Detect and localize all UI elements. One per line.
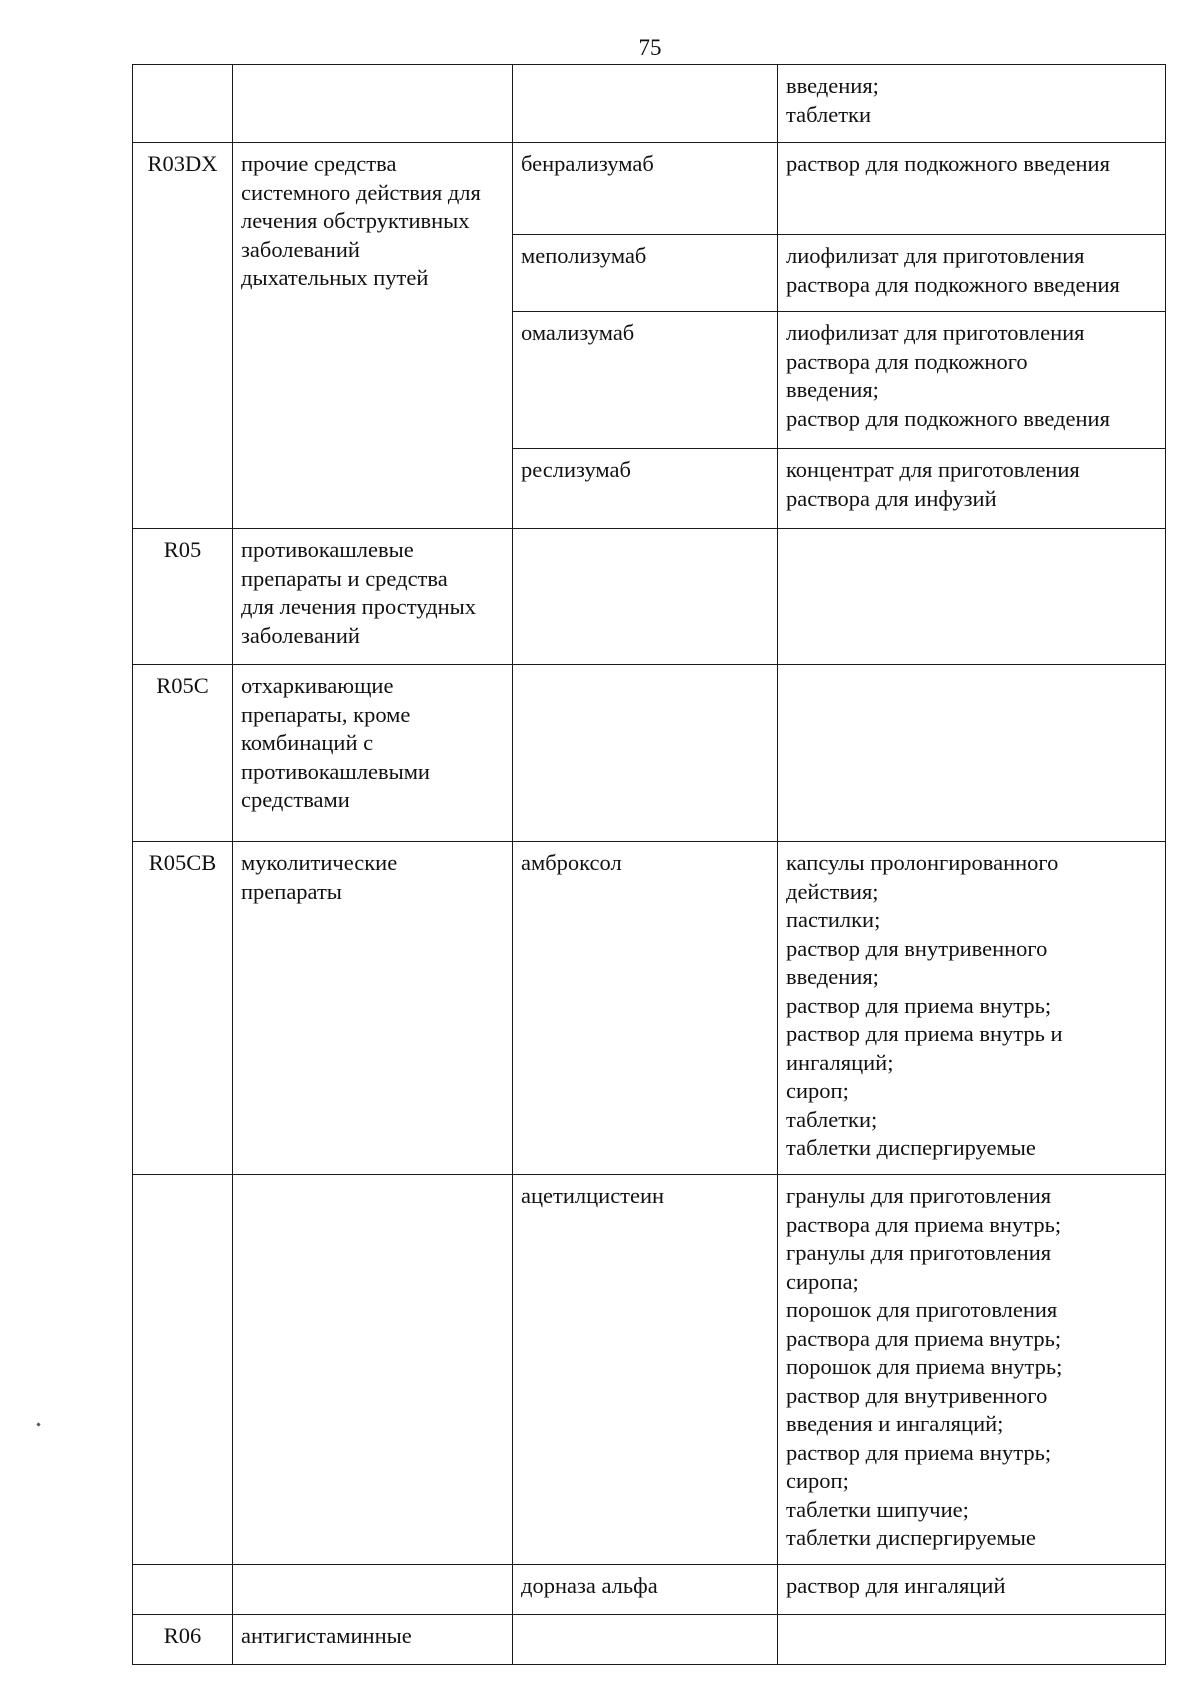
dosage-forms-cell: гранулы для приготовления раствора для приема внутрь; гранулы для приготовления сиропа; порошок для приготовления раствора для приема внутрь; порошок для приема внутрь; раствор для внутривенного введения и ингаляций; раствор для приема внутрь; сироп; таблетки шипучие; таблетки диспергируемые — [778, 1175, 1166, 1565]
atc-code-cell: R06 — [133, 1615, 233, 1665]
scan-speck — [36, 1422, 40, 1426]
atc-code-cell: R05 — [133, 529, 233, 665]
group-name-cell: прочие средства системного действия для лечения обструктивных заболеваний дыхательных путей — [233, 143, 513, 529]
drug-name-cell: дорназа альфа — [513, 1565, 778, 1615]
atc-code-cell: R05CB — [133, 842, 233, 1175]
drug-name-cell: бенрализумаб — [513, 143, 778, 235]
table-row — [133, 1615, 1166, 1665]
drug-name-cell — [513, 529, 778, 665]
table-row — [133, 1565, 1166, 1615]
table-row — [133, 665, 1166, 842]
group-name-cell: муколитические препараты — [233, 842, 513, 1175]
drug-classification-table — [132, 64, 1166, 1665]
dosage-forms-cell — [778, 1615, 1166, 1665]
drug-name-cell: меполизумаб — [513, 235, 778, 312]
drug-name-cell — [513, 65, 778, 143]
group-name-cell — [233, 1175, 513, 1565]
dosage-forms-cell: капсулы пролонгированного действия; пастилки; раствор для внутривенного введения; раствор для приема внутрь; раствор для приема внутрь и ингаляций; сироп; таблетки; таблетки диспергируемые — [778, 842, 1166, 1175]
dosage-forms-cell — [778, 529, 1166, 665]
table-row — [133, 143, 1166, 235]
group-name-cell: противокашлевые препараты и средства для лечения простудных заболеваний — [233, 529, 513, 665]
table-row — [133, 529, 1166, 665]
drug-name-cell: ацетилцистеин — [513, 1175, 778, 1565]
table-row — [133, 65, 1166, 143]
table-row — [133, 842, 1166, 1175]
atc-code-cell — [133, 1565, 233, 1615]
drug-name-cell: омализумаб — [513, 312, 778, 449]
dosage-forms-cell: введения; таблетки — [778, 65, 1166, 143]
drug-name-cell: амброксол — [513, 842, 778, 1175]
drug-name-cell — [513, 665, 778, 842]
atc-code-cell: R05C — [133, 665, 233, 842]
dosage-forms-cell: раствор для подкожного введения — [778, 143, 1166, 235]
page-number: 75 — [638, 35, 662, 60]
group-name-cell — [233, 65, 513, 143]
atc-code-cell — [133, 65, 233, 143]
dosage-forms-cell: концентрат для приготовления раствора для инфузий — [778, 449, 1166, 529]
dosage-forms-cell — [778, 665, 1166, 842]
drug-name-cell: реслизумаб — [513, 449, 778, 529]
dosage-forms-cell: лиофилизат для приготовления раствора для подкожного введения — [778, 235, 1166, 312]
group-name-cell: отхаркивающие препараты, кроме комбинаций с противокашлевыми средствами — [233, 665, 513, 842]
atc-code-cell — [133, 1175, 233, 1565]
group-name-cell — [233, 1565, 513, 1615]
table-row — [133, 1175, 1166, 1565]
drug-name-cell — [513, 1615, 778, 1665]
atc-code-cell: R03DX — [133, 143, 233, 529]
group-name-cell: антигистаминные — [233, 1615, 513, 1665]
dosage-forms-cell: раствор для ингаляций — [778, 1565, 1166, 1615]
dosage-forms-cell: лиофилизат для приготовления раствора для подкожного введения; раствор для подкожного введения — [778, 312, 1166, 449]
